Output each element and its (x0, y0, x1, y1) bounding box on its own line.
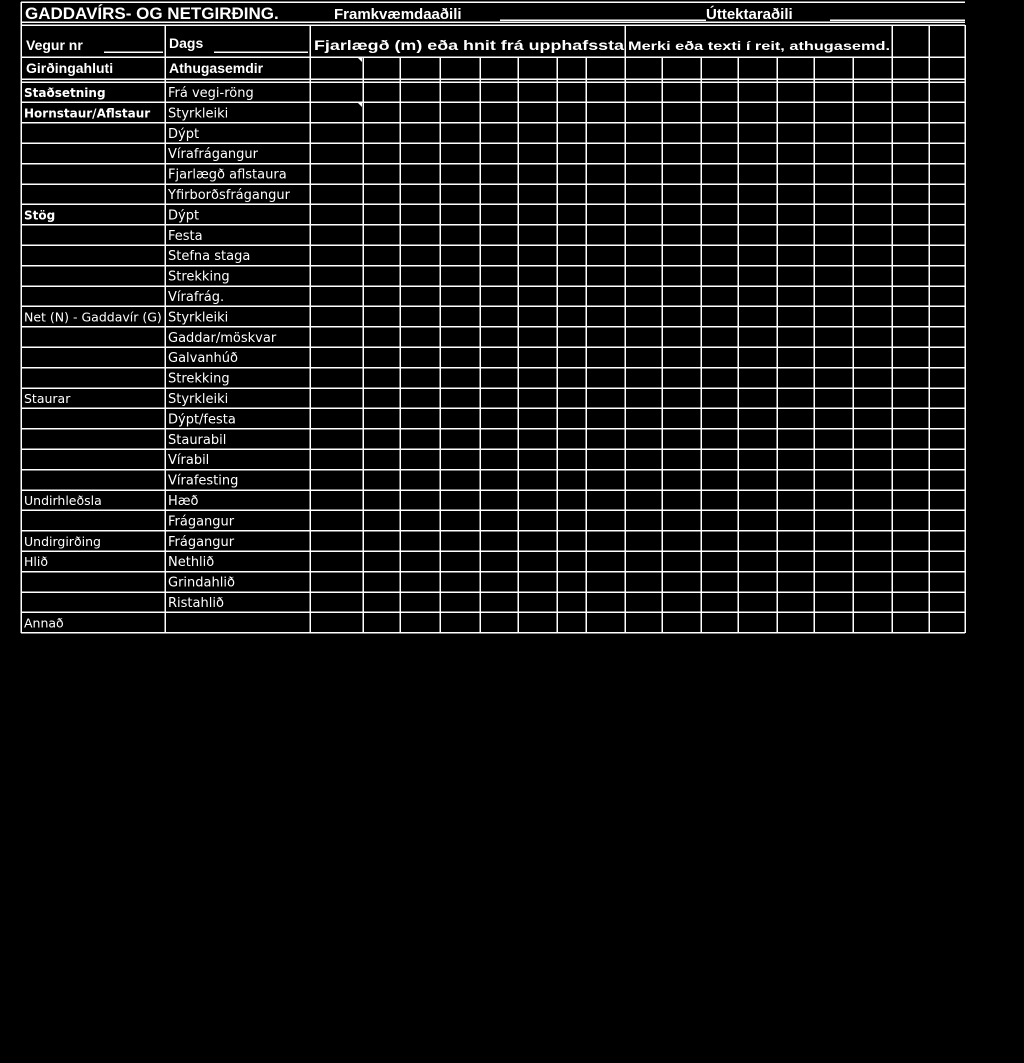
marker-label: Merki eða texti í reit, athugasemd. (628, 39, 890, 53)
remark-label: Frá vegi-röng (168, 86, 254, 101)
fence-part-label: Net (N) - Gaddavír (G) (24, 309, 162, 325)
checklist-row (24, 208, 199, 223)
remark-label: Gaddar/möskvar (168, 330, 277, 346)
checklist-row (168, 412, 236, 427)
remark-label: Vírafesting (168, 473, 239, 489)
fence-part-label: Staurar (24, 391, 71, 406)
remark-label: Festa (168, 228, 203, 244)
fence-part-label: Hlið (24, 554, 48, 570)
fence-part-label: Annað (24, 615, 64, 631)
checklist-row (168, 351, 238, 366)
remarks-column-header: Athugasemdir (169, 60, 264, 76)
checklist-row (168, 270, 230, 285)
checklist-row (168, 147, 259, 162)
remark-label: Strekking (168, 269, 230, 285)
checklist-row (168, 127, 199, 142)
checklist-row (24, 493, 199, 509)
remark-label: Dýpt (168, 208, 200, 224)
remark-label: Vírabil (168, 453, 210, 469)
checklist-row (168, 433, 226, 448)
remark-label: Frágangur (168, 514, 235, 530)
checklist-row (168, 331, 277, 346)
checklist-row (168, 514, 235, 529)
checklist-row (168, 372, 230, 387)
checklist-row (168, 596, 224, 611)
fence-part-label: Staðsetning (24, 86, 106, 100)
fence-part-label: Undirhleðsla (24, 493, 102, 508)
remark-label: Galvanhúð (168, 351, 238, 367)
remark-label: Nethlið (168, 555, 215, 571)
checklist-row (24, 554, 214, 570)
checklist-row (168, 249, 250, 264)
grid-lines (21, 2, 965, 633)
date-label: Dags (169, 35, 204, 51)
checklist-row (168, 453, 209, 468)
checklist-row (168, 576, 235, 591)
fence-part-label: Stög (24, 208, 56, 223)
remark-label: Ristahlið (168, 596, 224, 611)
remark-label: Hæð (168, 494, 199, 509)
remark-label: Vírafrágangur (168, 147, 258, 163)
fence-part-label: Undirgirðing (24, 533, 101, 549)
checklist-row (167, 188, 291, 203)
road-no-label: Vegur nr (26, 37, 83, 53)
part-column-header: Girðingahluti (26, 60, 114, 76)
distance-label: Fjarlægð (m) eða hnit frá upphafssta (314, 38, 625, 53)
checklist-row (24, 309, 228, 325)
remark-label: Styrkleiki (168, 106, 229, 122)
remark-label: Grindahlið (168, 575, 235, 591)
remark-label: Staurabil (168, 432, 227, 448)
checklist-row (168, 229, 203, 244)
fence-part-label: Hornstaur/Aflstaur (24, 106, 151, 121)
checklist-row (168, 168, 287, 183)
remark-label: Strekking (168, 371, 230, 387)
checklist-row (24, 106, 228, 121)
remark-label: Styrkleiki (168, 392, 229, 407)
contractor-label: Framkvæmdaaðili (334, 6, 462, 23)
checklist-row (24, 391, 228, 407)
remark-label: Fjarlægð aflstaura (168, 167, 287, 183)
remark-label: Yfirborðsfrágangur (168, 188, 290, 203)
checklist-row (24, 534, 235, 550)
checklist-rows (24, 86, 291, 630)
remark-label: Dýpt (168, 126, 200, 142)
remark-label: Frágangur (168, 534, 235, 550)
checklist-row (168, 474, 238, 489)
remark-label: Styrkleiki (168, 310, 229, 326)
remark-label: Dýpt/festa (168, 412, 236, 428)
form-title: GADDAVÍRS- OG NETGIRÐING. (25, 4, 279, 23)
checklist-row (24, 86, 254, 101)
remark-label: Vírafrág. (168, 290, 225, 305)
checklist-row (24, 615, 64, 630)
checklist-row (168, 290, 224, 305)
inspector-label: Úttektaraðili (706, 6, 793, 23)
remark-label: Stefna staga (168, 249, 251, 265)
